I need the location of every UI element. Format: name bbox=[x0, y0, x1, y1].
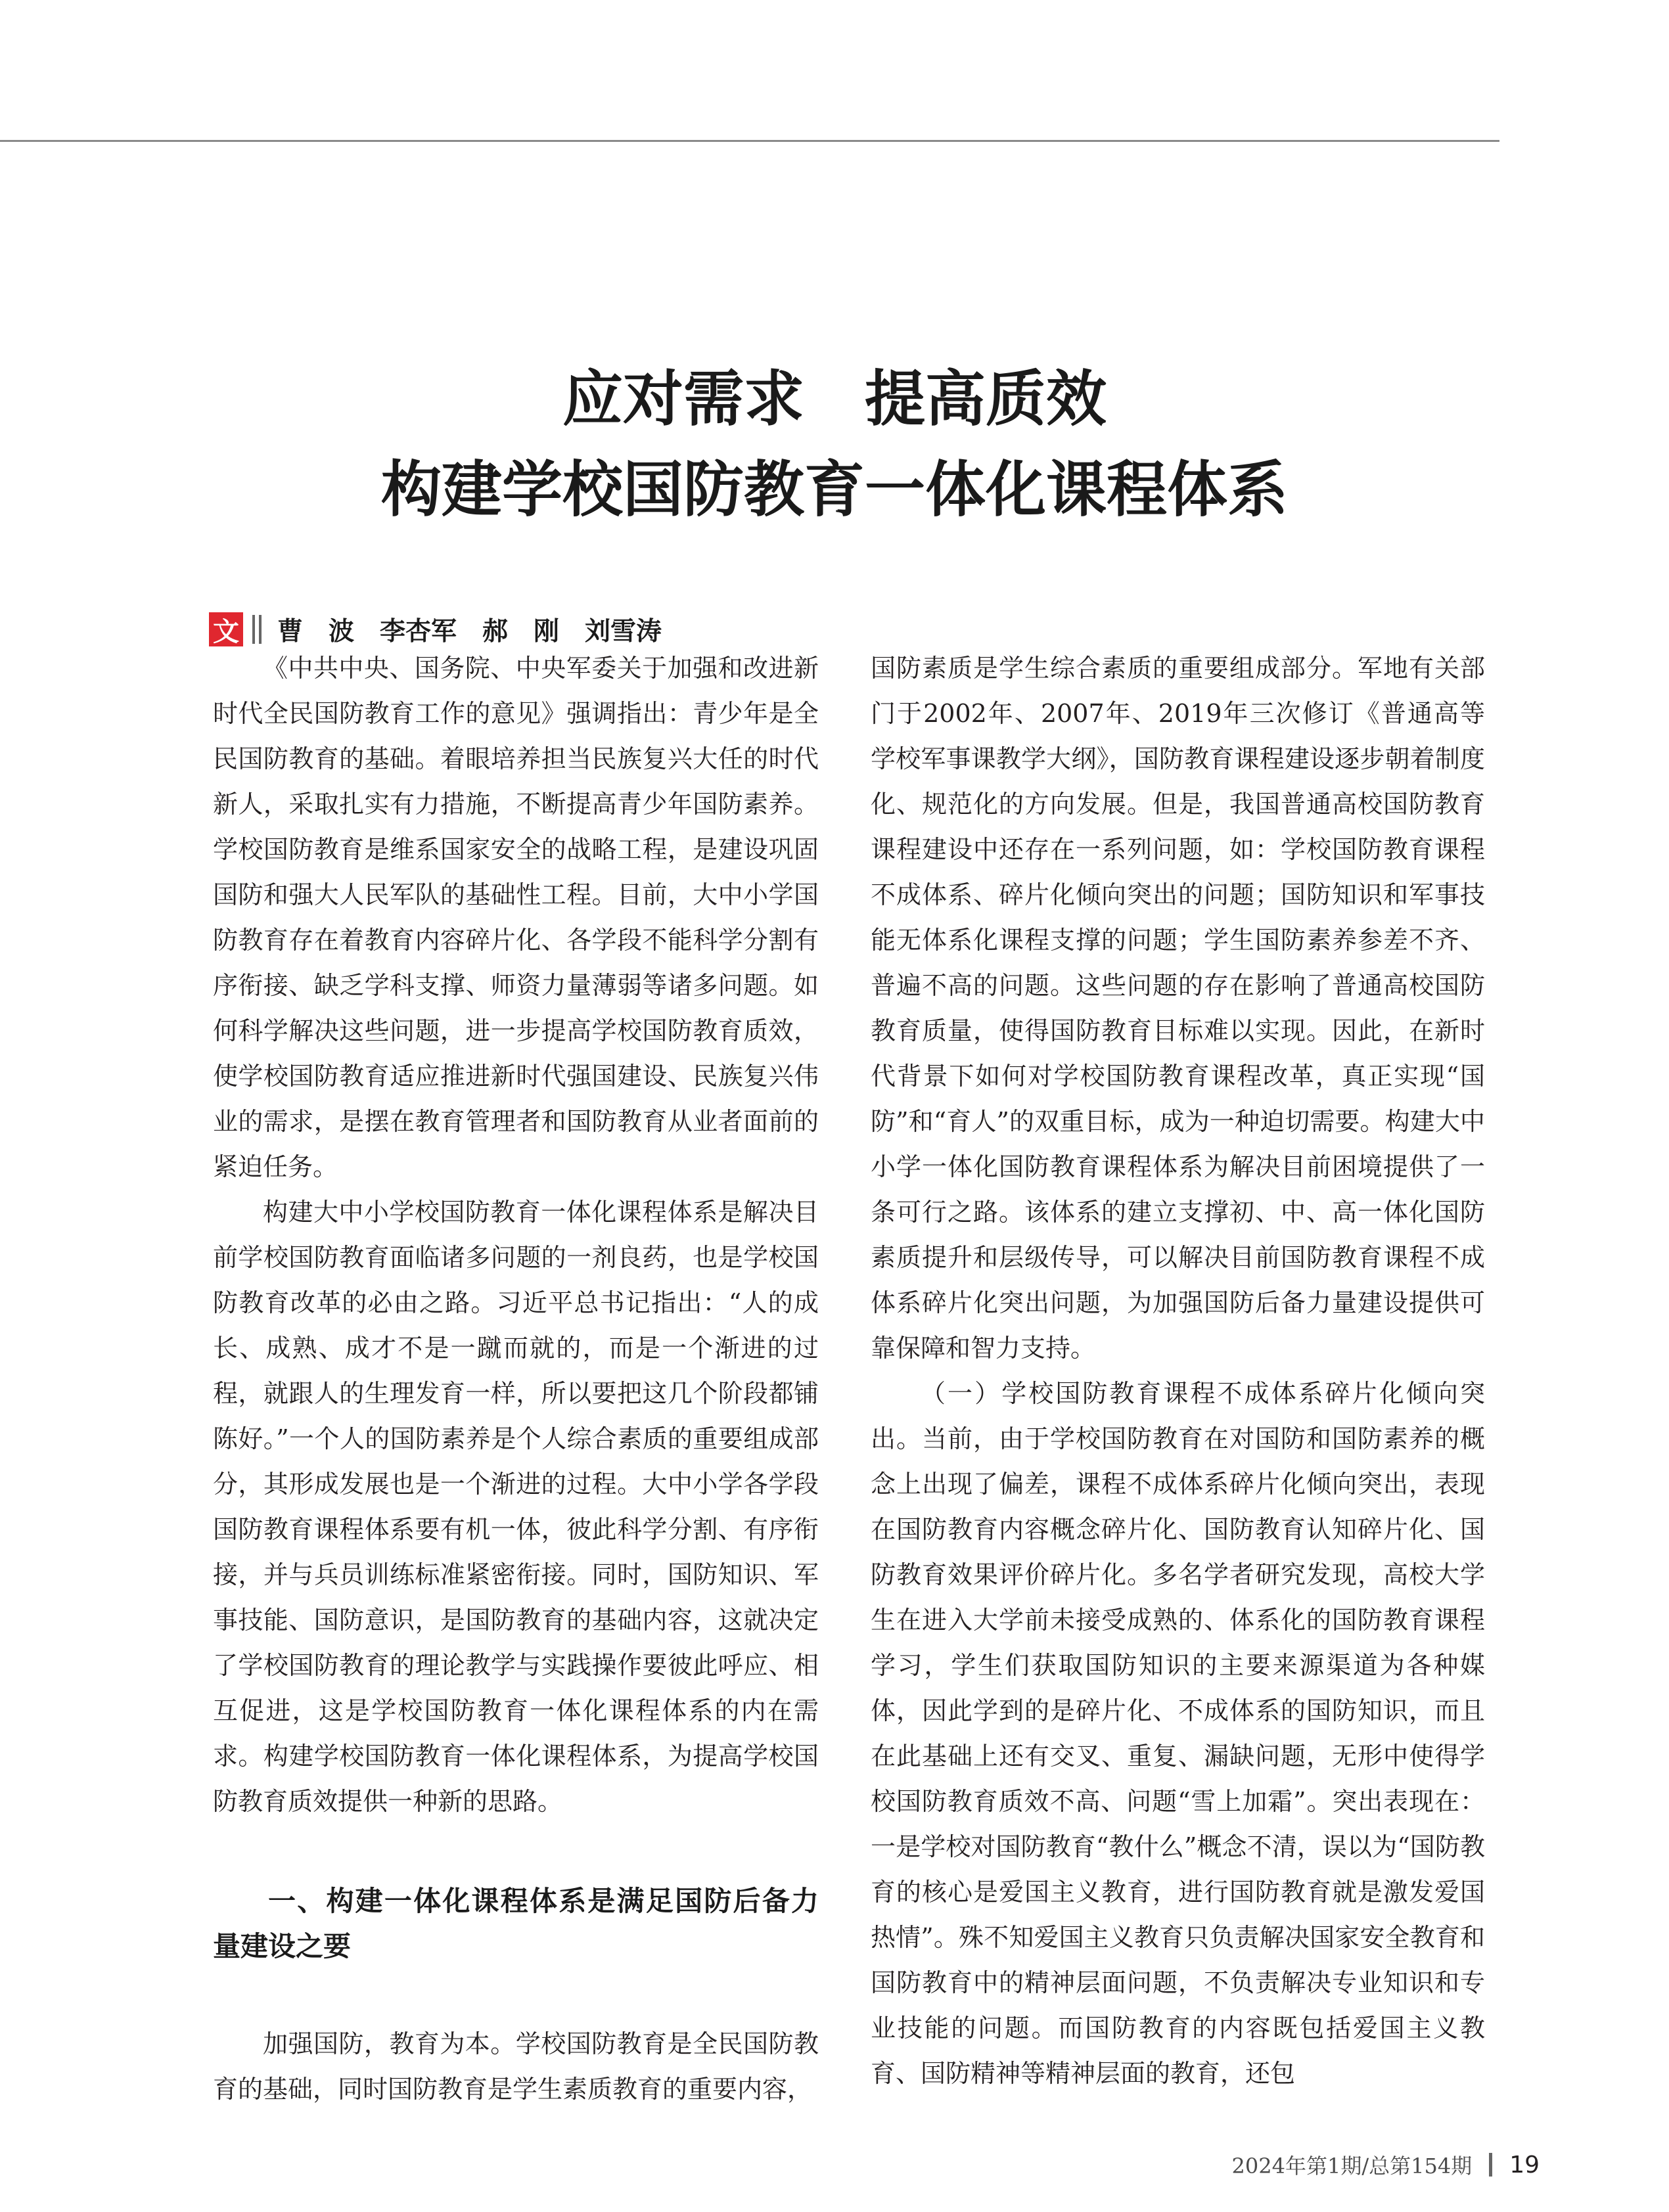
article-title-line-2: 构建学校国防教育一体化课程体系 bbox=[380, 455, 1288, 525]
paragraph: 国防素质是学生综合素质的重要组成部分。军地有关部门于2002年、2007年、2019年三次修订《普通高等学校军事课教学大纲》，国防教育课程建设逐步朝着制度化、规范化的方向发展。但是，我国普通高校国防教育课程建设中还存在一系列问题，如：学校国防教育课程不成体系、碎片化倾向突出的问题；国防知识和军事技能无体系化课程支撑的问题；学生国防素养参差不齐、普遍不高的问题。这些问题的存在影响了普通高校国防教育质量，使得国防教育目标难以实现。因此，在新时代背景下如何对学校国防教育课程改革，真正实现“国防”和“育人”的双重目标，成为一种迫切需要。构建大中小学一体化国防教育课程体系为解决目前困境提供了一条可行之路。该体系的建立支撑初、中、高一体化国防素质提升和层级传导，可以解决目前国防教育课程不成体系碎片化突出问题，为加强国防后备力量建设提供可靠保障和智力支持。 bbox=[871, 654, 1485, 1363]
paragraph: （一）学校国防教育课程不成体系碎片化倾向突出。当前，由于学校国防教育在对国防和国防素养的概念上出现了偏差，课程不成体系碎片化倾向突出，表现在国防教育内容概念碎片化、国防教育认知碎片化、国防教育效果评价碎片化。多名学者研究发现，高校大学生在进入大学前未接受成熟的、体系化的国防教育课程学习，学生们获取国防知识的主要来源渠道为各种媒体，因此学到的是碎片化、不成体系的国防知识，而且在此基础上还有交叉、重复、漏缺问题，无形中使得学校国防教育质效不高、问题“雪上加霜”。突出表现在：一是学校对国防教育“教什么”概念不清，误以为“国防教育的核心是爱国主义教育，进行国防教育就是激发爱国热情”。殊不知爱国主义教育只负责解决国家安全教育和国防教育中的精神层面问题，不负责解决专业知识和专业技能的问题。而国防教育的内容既包括爱国主义教育、国防精神等精神层面的教育，还包 bbox=[871, 1379, 1485, 2088]
author-badge: 文 bbox=[209, 612, 243, 646]
left-column bbox=[213, 646, 819, 2112]
article-title-line-1: 应对需求 提高质效 bbox=[562, 364, 1107, 434]
paragraph: 加强国防，教育为本。学校国防教育是全民国防教育的基础，同时国防教育是学生素质教育的重要内容， bbox=[213, 2029, 819, 2104]
byline-divider bbox=[259, 615, 262, 644]
paragraph: 《中共中央、国务院、中央军委关于加强和改进新时代全民国防教育工作的意见》强调指出：青少年是全民国防教育的基础。着眼培养担当民族复兴大任的时代新人，采取扎实有力措施，不断提高青少年国防素养。学校国防教育是维系国家安全的战略工程，是建设巩固国防和强大人民军队的基础性工程。目前，大中小学国防教育存在着教育内容碎片化、各学段不能科学分割有序衔接、缺乏学科支撑、师资力量薄弱等诸多问题。如何科学解决这些问题，进一步提高学校国防教育质效，使学校国防教育适应推进新时代强国建设、民族复兴伟业的需求，是摆在教育管理者和国防教育从业者面前的紧迫任务。 bbox=[213, 654, 819, 1181]
paragraph: 构建大中小学校国防教育一体化课程体系是解决目前学校国防教育面临诸多问题的一剂良药，也是学校国防教育改革的必由之路。习近平总书记指出：“人的成长、成熟、成才不是一蹴而就的，而是一个渐进的过程，就跟人的生理发育一样，所以要把这几个阶段都铺陈好。”一个人的国防素养是个人综合素质的重要组成部分，其形成发展也是一个渐进的过程。大中小学各学段国防教育课程体系要有机一体，彼此科学分割、有序衔接，并与兵员训练标准紧密衔接。同时，国防知识、军事技能、国防意识，是国防教育的基础内容，这就决定了学校国防教育的理论教学与实践操作要彼此呼应、相互促进，这是学校国防教育一体化课程体系的内在需求。构建学校国防教育一体化课程体系，为提高学校国防教育质效提供一种新的思路。 bbox=[213, 1198, 819, 1816]
page-number: 19 bbox=[1509, 2151, 1540, 2178]
section-heading: 一、构建一体化课程体系是满足国防后备力量建设之要 bbox=[213, 1885, 819, 1962]
header-rule bbox=[0, 140, 1499, 142]
footer-divider bbox=[1489, 2153, 1492, 2177]
authors: 曹 波 李杏军 郝 刚 刘雪涛 bbox=[277, 617, 662, 646]
page-footer bbox=[1232, 2147, 1540, 2182]
issue-info: 2024年第1期/总第154期 bbox=[1231, 2154, 1473, 2178]
right-column bbox=[871, 646, 1485, 2096]
byline bbox=[209, 611, 662, 648]
byline-divider bbox=[252, 615, 255, 644]
